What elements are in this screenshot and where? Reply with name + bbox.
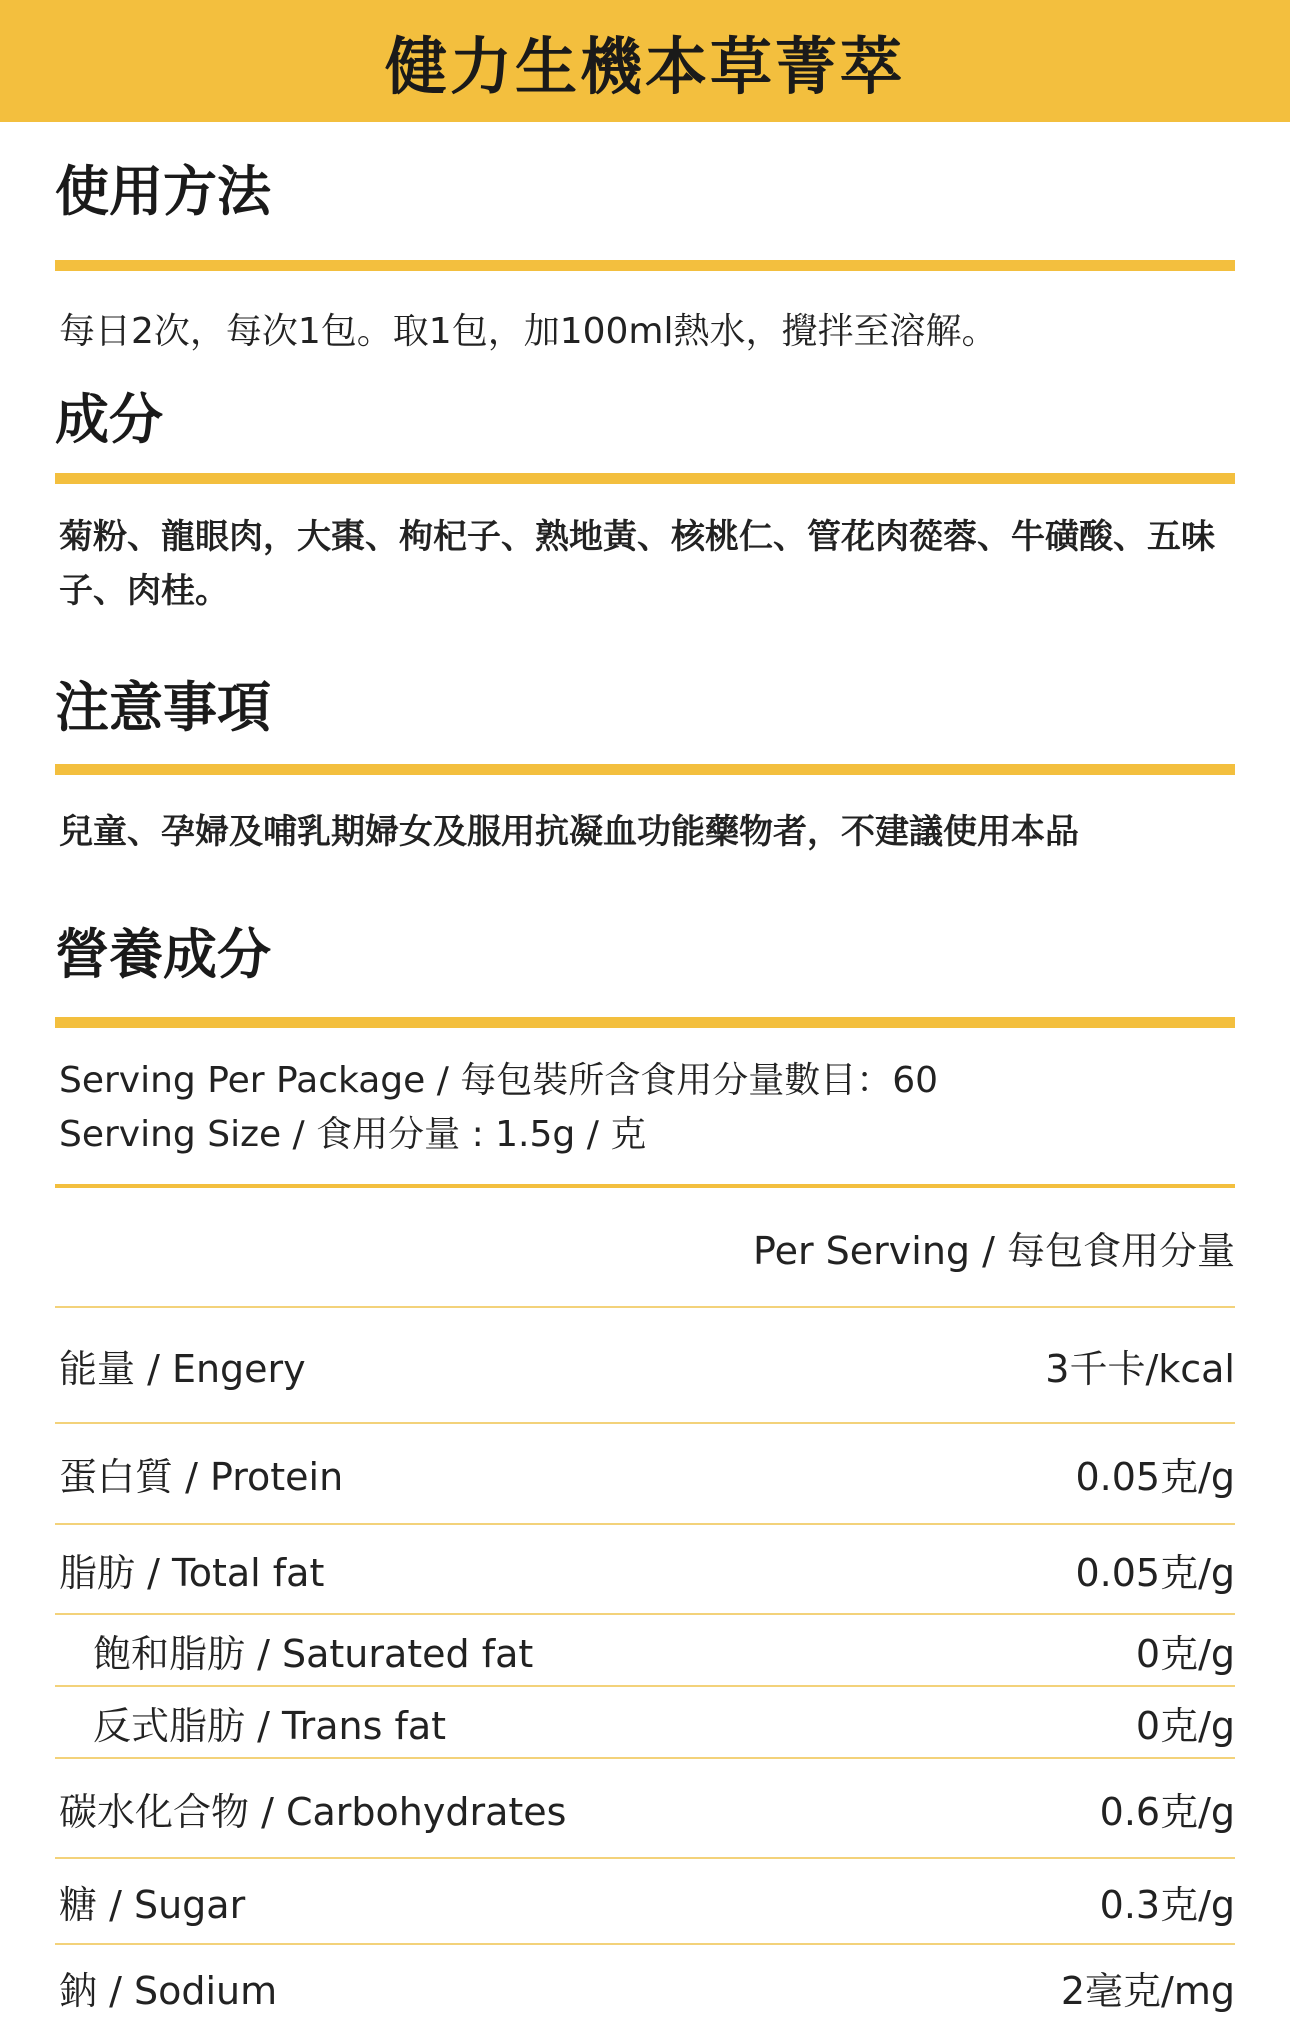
serving-size: Serving Size / 食用分量 : 1.5g / 克 — [59, 1114, 647, 1155]
nutrition-rule — [55, 1017, 1235, 1028]
nutrient-value: 0.6克/g — [1099, 1789, 1235, 1834]
nutrient-label: 能量 / Engery — [59, 1346, 306, 1391]
nutrient-value: 0.05克/g — [1075, 1455, 1235, 1499]
nutrition-row-protein — [55, 1424, 1235, 1523]
nutrient-value: 0克/g — [1135, 1703, 1235, 1748]
page-title: 健力生機本草菁萃 — [384, 29, 905, 103]
usage-rule — [55, 260, 1235, 271]
nutrient-label: 飽和脂肪 / Saturated fat — [93, 1631, 534, 1676]
usage-title: 使用方法 — [55, 160, 271, 223]
nutrient-value: 3千卡/kcal — [1045, 1346, 1235, 1391]
nutrition-row-sodium — [55, 1945, 1235, 2029]
precautions-text: 兒童、孕婦及哺乳期婦女及服用抗凝血功能藥物者，不建議使用本品 — [59, 812, 1079, 852]
serving-info — [55, 1028, 1235, 1184]
nutrient-label: 碳水化合物 / Carbohydrates — [59, 1789, 567, 1834]
nutrient-label: 反式脂肪 / Trans fat — [93, 1703, 447, 1748]
usage-text: 每日2次，每次1包。取1包，加100ml熱水，攪拌至溶解。 — [59, 311, 998, 352]
nutrient-label: 鈉 / Sodium — [59, 1968, 278, 2013]
nutrient-value: 0克/g — [1135, 1631, 1235, 1676]
nutrient-value: 0.05克/g — [1075, 1550, 1235, 1595]
nutrition-row-trans-fat — [55, 1687, 1235, 1757]
nutrient-label: 脂肪 / Total fat — [59, 1550, 325, 1595]
nutrient-label: 蛋白質 / Protein — [59, 1455, 344, 1499]
nutrient-value: 0.3克/g — [1099, 1882, 1235, 1927]
nutrition-row-total-fat — [55, 1525, 1235, 1613]
serving-per-package: Serving Per Package / 每包裝所含食用分量數目：60 — [59, 1060, 939, 1101]
nutrition-row-carbohydrates — [55, 1759, 1235, 1857]
nutrition-title: 營養成分 — [55, 923, 271, 986]
nutrition-row-energy — [55, 1308, 1235, 1422]
precautions-rule — [55, 764, 1235, 775]
per-serving-header: Per Serving / 每包食用分量 — [753, 1228, 1235, 1273]
nutrient-label: 糖 / Sugar — [59, 1882, 246, 1927]
nutrient-value: 2毫克/mg — [1060, 1968, 1235, 2013]
header-banner — [0, 0, 1290, 122]
nutrition-row-saturated-fat — [55, 1615, 1235, 1685]
ingredients-text: 菊粉、龍眼肉，大棗、枸杞子、熟地黃、核桃仁、管花肉蓯蓉、牛磺酸、五味子、肉桂。 — [59, 517, 1215, 611]
ingredients-rule — [55, 473, 1235, 484]
content — [55, 122, 1235, 2029]
ingredients-title: 成分 — [55, 388, 163, 451]
nutrition-row-sugar — [55, 1859, 1235, 1943]
precautions-title: 注意事項 — [55, 676, 271, 739]
